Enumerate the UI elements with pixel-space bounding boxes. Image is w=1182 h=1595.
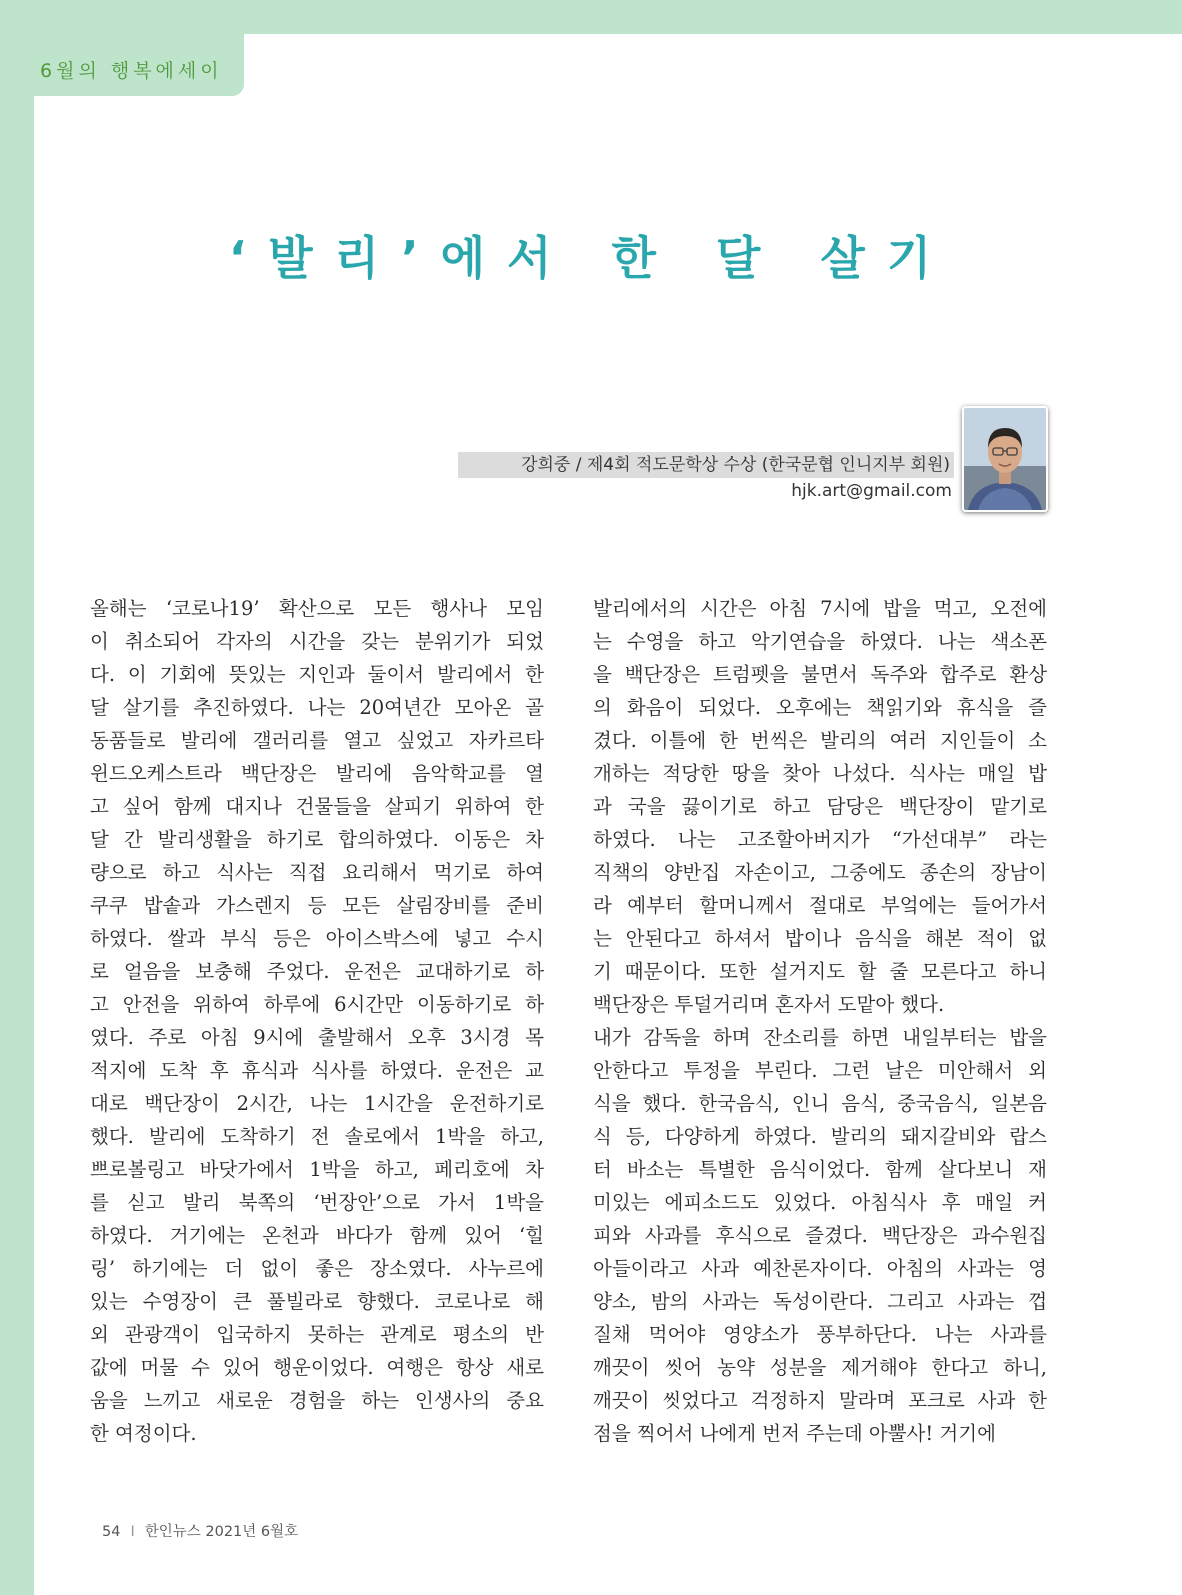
body-text-line: 과 국을 끓이기로 하고 담당은 백단장이 맡기로 bbox=[593, 795, 1047, 818]
section-label: 6월의 행복에세이 bbox=[40, 60, 223, 82]
body-text-line: 량으로 하고 식사는 직접 요리해서 먹기로 하여 bbox=[90, 861, 544, 884]
body-text-line: 고 안전을 위하여 하루에 6시간만 이동하기로 하 bbox=[90, 993, 544, 1016]
body-text-line: 로 얼음을 보충해 주었다. 운전은 교대하기로 하 bbox=[90, 960, 544, 983]
body-text-line: 겼다. 이틀에 한 번씩은 발리의 여러 지인들이 소 bbox=[593, 729, 1047, 752]
body-text-line: 양소, 밤의 사과는 독성이란다. 그리고 사과는 껍 bbox=[593, 1290, 1047, 1313]
body-text-line: 백단장은 투덜거리며 혼자서 도맡아 했다. bbox=[593, 993, 945, 1016]
body-column-left bbox=[90, 592, 544, 1450]
body-text-line: 윈드오케스트라 백단장은 발리에 음악학교를 열 bbox=[90, 762, 544, 785]
body-text-line: 깨끗이 씻었다고 걱정하지 말라며 포크로 사과 한 bbox=[593, 1389, 1047, 1412]
body-text-line: 를 싣고 발리 북쪽의 ‘번장안’으로 가서 1박을 bbox=[90, 1191, 544, 1214]
body-text-line: 동품들로 발리에 갤러리를 열고 싶었고 자카르타 bbox=[90, 729, 544, 752]
body-column-right bbox=[593, 592, 1047, 1450]
body-text-line: 하였다. 나는 고조할아버지가 “가선대부” 라는 bbox=[593, 828, 1047, 851]
body-text-line: 점을 찍어서 나에게 번저 주는데 아뿔사! 거기에 bbox=[593, 1422, 996, 1445]
publication-name: 한인뉴스 2021년 6월호 bbox=[144, 1524, 299, 1540]
body-text-line: 터 바소는 특별한 음식이었다. 함께 살다보니 재 bbox=[593, 1158, 1047, 1181]
body-text-line: 링’ 하기에는 더 없이 좋은 장소였다. 사누르에 bbox=[90, 1257, 544, 1280]
body-text-line: 질채 먹어야 영양소가 풍부하단다. 나는 사과를 bbox=[593, 1323, 1047, 1346]
footer-separator: I bbox=[130, 1524, 135, 1540]
body-text-line: 고 싶어 함께 대지나 건물들을 살피기 위하여 한 bbox=[90, 795, 544, 818]
body-text-line: 쿠쿠 밥솥과 가스렌지 등 모든 살림장비를 준비 bbox=[90, 894, 544, 917]
article-title: ‘발리’에서 한 달 살기 bbox=[228, 231, 954, 285]
body-text-line: 대로 백단장이 2시간, 나는 1시간을 운전하기로 bbox=[90, 1092, 544, 1115]
body-text-line: 식 등, 다양하게 하였다. 발리의 돼지갈비와 랍스 bbox=[593, 1125, 1047, 1148]
body-text-line: 하였다. 거기에는 온천과 바다가 함께 있어 ‘힐 bbox=[90, 1224, 544, 1247]
body-text-line: 있는 수영장이 큰 풀빌라로 향했다. 코로나로 해 bbox=[90, 1290, 544, 1313]
body-text-line: 쁘로볼링고 바닷가에서 1박을 하고, 페리호에 차 bbox=[90, 1158, 544, 1181]
body-text-line: 아들이라고 사과 예찬론자이다. 아침의 사과는 영 bbox=[593, 1257, 1047, 1280]
body-text-line: 움을 느끼고 새로운 경험을 하는 인생사의 중요 bbox=[90, 1389, 544, 1412]
body-text-line: 기 때문이다. 또한 설거지도 할 줄 모른다고 하니 bbox=[593, 960, 1047, 983]
page-number: 54 bbox=[102, 1524, 121, 1540]
body-text-line: 식을 했다. 한국음식, 인니 음식, 중국음식, 일본음 bbox=[593, 1092, 1047, 1115]
body-text-line: 미있는 에피소드도 있었다. 아침식사 후 매일 커 bbox=[593, 1191, 1047, 1214]
body-text-line: 는 수영을 하고 악기연습을 하였다. 나는 색소폰 bbox=[593, 630, 1047, 653]
body-text-line: 직책의 양반집 자손이고, 그중에도 종손의 장남이 bbox=[593, 861, 1047, 884]
body-text-line: 이 취소되어 각자의 시간을 갖는 분위기가 되었 bbox=[90, 630, 544, 653]
body-text-line: 깨끗이 씻어 농약 성분을 제거해야 한다고 하니, bbox=[593, 1356, 1047, 1379]
author-email: hjk.art@gmail.com bbox=[791, 481, 952, 501]
body-text-line: 피와 사과를 후식으로 즐겼다. 백단장은 과수원집 bbox=[593, 1224, 1047, 1247]
body-text-line: 의 화음이 되었다. 오후에는 책읽기와 휴식을 즐 bbox=[593, 696, 1047, 719]
body-text-line: 값에 머물 수 있어 행운이었다. 여행은 항상 새로 bbox=[90, 1356, 544, 1379]
body-text-line: 했다. 발리에 도착하기 전 솔로에서 1박을 하고, bbox=[90, 1125, 544, 1148]
body-text-line: 는 안된다고 하셔서 밥이나 음식을 해본 적이 없 bbox=[593, 927, 1047, 950]
body-text-line: 달 간 발리생활을 하기로 합의하였다. 이동은 차 bbox=[90, 828, 544, 851]
body-text-line: 였다. 주로 아침 9시에 출발해서 오후 3시경 목 bbox=[90, 1026, 544, 1049]
top-color-band bbox=[0, 0, 1182, 34]
body-text-line: 을 백단장은 트럼펫을 불면서 독주와 합주로 환상 bbox=[593, 663, 1047, 686]
body-text-line: 올해는 ‘코로나19’ 확산으로 모든 행사나 모임 bbox=[90, 597, 544, 620]
author-photo bbox=[962, 406, 1048, 512]
body-text-line: 적지에 도착 후 휴식과 식사를 하였다. 운전은 교 bbox=[90, 1059, 544, 1082]
author-portrait-image bbox=[964, 408, 1046, 510]
body-text-line: 안한다고 투정을 부린다. 그런 날은 미안해서 외 bbox=[593, 1059, 1047, 1082]
page-footer bbox=[102, 1520, 298, 1541]
body-text-line: 외 관광객이 입국하지 못하는 관계로 평소의 반 bbox=[90, 1323, 544, 1346]
body-text-line: 하였다. 쌀과 부식 등은 아이스박스에 넣고 수시 bbox=[90, 927, 544, 950]
body-text-line: 한 여정이다. bbox=[90, 1422, 197, 1445]
author-byline: 강희중 / 제4회 적도문학상 수상 (한국문협 인니지부 회원) bbox=[458, 452, 954, 478]
body-text-line: 다. 이 기회에 뜻있는 지인과 둘이서 발리에서 한 bbox=[90, 663, 544, 686]
body-text-line: 발리에서의 시간은 아침 7시에 밥을 먹고, 오전에 bbox=[593, 597, 1047, 620]
body-text-line: 내가 감독을 하며 잔소리를 하면 내일부터는 밥을 bbox=[593, 1026, 1047, 1049]
body-text-line: 개하는 적당한 땅을 찾아 나섰다. 식사는 매일 밥 bbox=[593, 762, 1047, 785]
body-text-line: 라 예부터 할머니께서 절대로 부엌에는 들어가서 bbox=[593, 894, 1047, 917]
body-text-line: 달 살기를 추진하였다. 나는 20여년간 모아온 골 bbox=[90, 696, 544, 719]
